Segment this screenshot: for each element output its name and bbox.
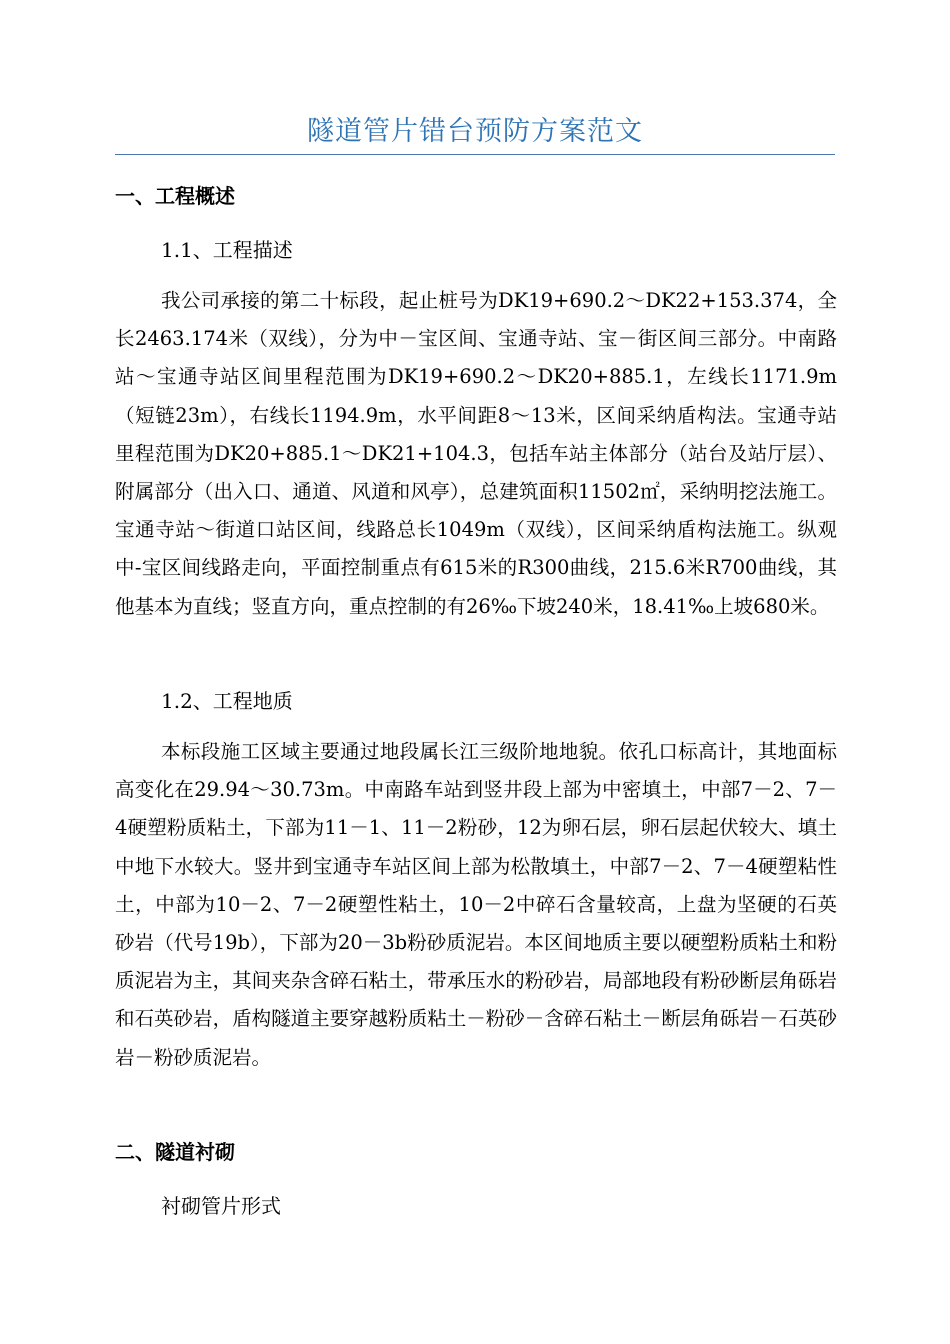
subsection-heading-lining-form: 衬砌管片形式 xyxy=(161,1194,281,1218)
subsection-heading-description: 1.1、工程描述 xyxy=(161,238,293,262)
paragraph-geology: 本标段施工区域主要通过地段属长江三级阶地地貌。依孔口标高计，其地面标高变化在29.94～30.73m。中南路车站到竖井段上部为中密填土，中部7－2、7－4硬塑粉质粘土，下部为11－1、11－2粉砂，12为卵石层，卵石层起伏较大、填土中地下水较大。竖井到宝通寺车站区间上部为松散填土，中部7－2、7－4硬塑粘性土，中部为10－2、7－2硬塑性粘土，10－2中碎石含量较高，上盘为坚硬的石英砂岩（代号19b），下部为20－3b粉砂质泥岩。本区间地质主要以硬塑粉质粘土和粉质泥岩为主，其间夹杂含碎石粘土，带承压水的粉砂岩，局部地段有粉砂断层角砾岩和石英砂岩，盾构隧道主要穿越粉质粘土－粉砂－含碎石粘土－断层角砾岩－石英砂岩－粉砂质泥岩。 xyxy=(115,740,837,1069)
section-heading-lining: 二、隧道衬砌 xyxy=(115,1140,235,1164)
section-heading-overview: 一、工程概述 xyxy=(115,184,235,208)
subsection-heading-geology: 1.2、工程地质 xyxy=(161,689,293,713)
document-title: 隧道管片错台预防方案范文 xyxy=(307,116,643,147)
paragraph-project-description: 我公司承接的第二十标段，起止桩号为DK19+690.2～DK22+153.374，全长2463.174米（双线），分为中－宝区间、宝通寺站、宝－街区间三部分。中南路站～宝通寺站区间里程范围为DK19+690.2～DK20+885.1，左线长1171.9m（短链23m），右线长1194.9m，水平间距8～13米，区间采纳盾构法。宝通寺站里程范围为DK20+885.1～DK21+104.3，包括车站主体部分（站台及站厅层）、附属部分（出入口、通道、风道和风亭），总建筑面积11502㎡，采纳明挖法施工。宝通寺站～街道口站区间，线路总长1049m（双线），区间采纳盾构法施工。纵观中-宝区间线路走向，平面控制重点有615米的R300曲线，215.6米R700曲线，其他基本为直线；竖直方向，重点控制的有26‰下坡240米，18.41‰上坡680米。 xyxy=(115,289,837,618)
title-underline xyxy=(115,154,835,155)
